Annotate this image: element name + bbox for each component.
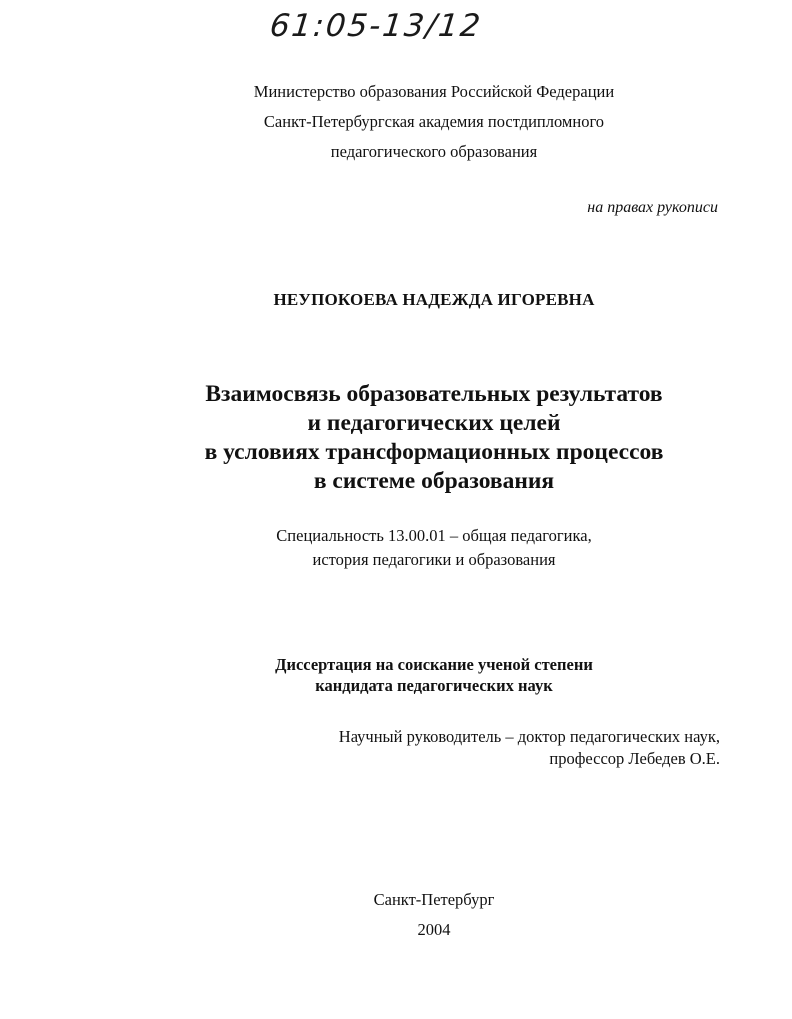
supervisor-block [339,726,720,770]
city: Санкт-Петербург [373,890,495,909]
year: 2004 [417,920,451,939]
handwritten-archive-code: 61:05-13/12 [268,8,484,44]
rights-note: на правах рукописи [587,199,718,216]
author-name: НЕУПОКОЕВА НАДЕЖДА ИГОРЕВНА [273,290,595,309]
degree-line-2: кандидата педагогических наук [315,676,553,695]
specialty-block [0,524,792,572]
supervisor-line-1: Научный руководитель – доктор педагогических наук, [338,727,720,746]
degree-line-1: Диссертация на соискание ученой степени [275,655,593,674]
organization-block [0,77,792,167]
title-line-1: Взаимосвязь образовательных результатов [205,381,663,407]
title-line-2: и педагогических целей [307,410,561,436]
organization-academy-cont: педагогического образования [330,142,538,161]
supervisor-line-2: профессор Лебедев О.Е. [549,749,720,768]
title-line-4: в системе образования [313,468,555,494]
title-line-3: в условиях трансформационных процессов [204,439,664,465]
dissertation-title [0,380,792,496]
degree-block [0,654,792,696]
organization-academy: Санкт-Петербургская академия постдипломного [263,112,605,131]
specialty-line-2: история педагогики и образования [312,550,556,569]
place-and-year [0,885,792,945]
specialty-line-1: Специальность 13.00.01 – общая педагогика, [276,526,592,545]
organization-ministry: Министерство образования Российской Федерации [253,82,615,101]
